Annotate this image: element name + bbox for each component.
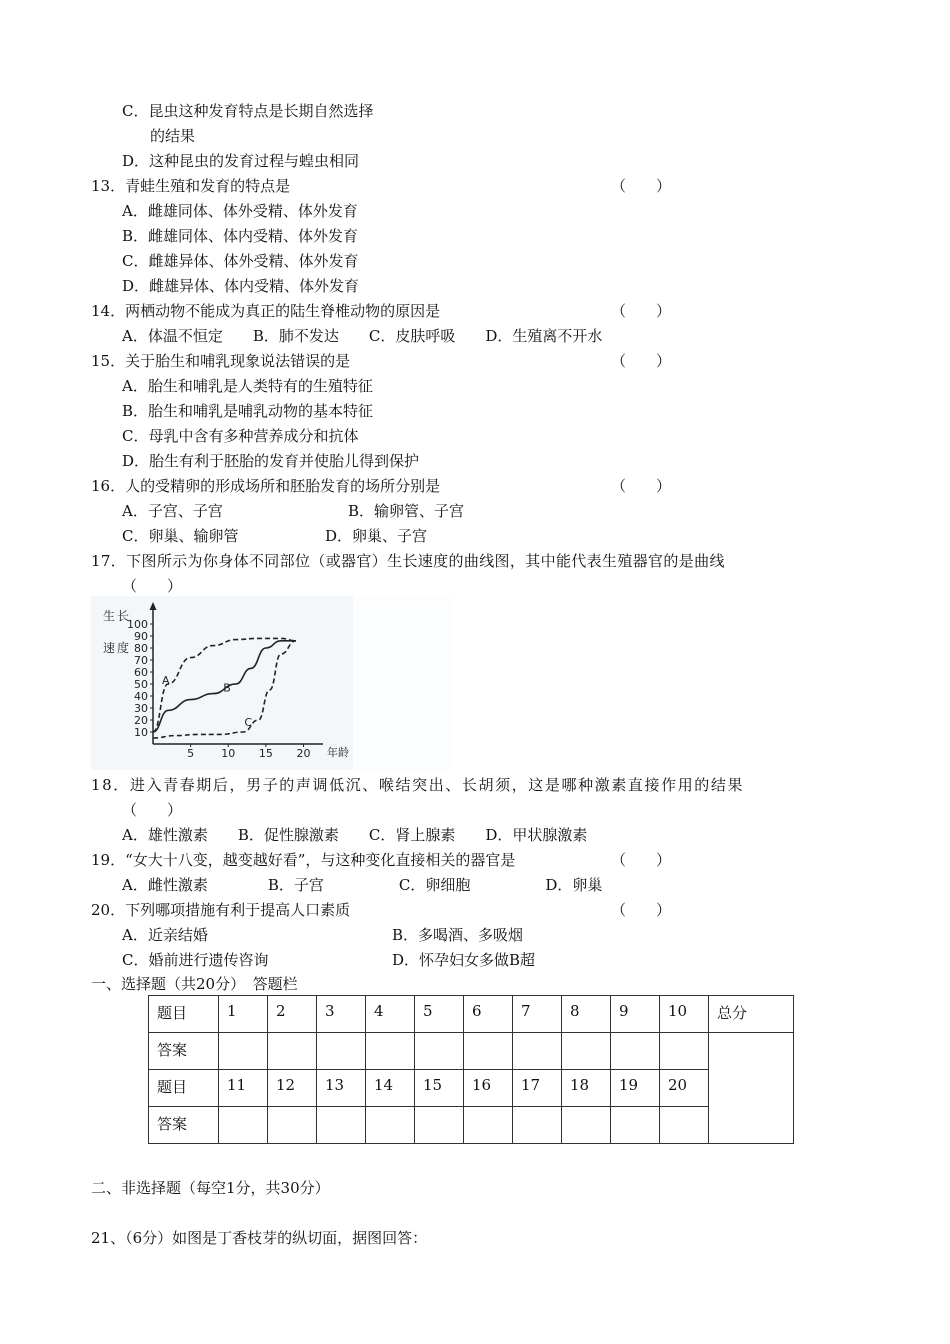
q19-stem: 19．“女大十八变，越变越好看”，与这种变化直接相关的器官是 [91, 851, 516, 869]
y-axis-label: 生 长 [103, 609, 130, 623]
q20-option-b: B．多喝酒、多吸烟 [392, 926, 524, 944]
q20-answer-paren: （ ） [611, 901, 672, 919]
answer-cell[interactable] [611, 1033, 660, 1070]
y-tick-label: 50 [134, 678, 148, 691]
table-row [149, 996, 794, 1033]
answer-cell[interactable] [562, 1107, 611, 1144]
q12-option-c-cont: 的结果 [150, 127, 196, 145]
y-tick-label: 60 [134, 666, 148, 679]
section1-title: 一、选择题（共20分） 答题栏 [91, 975, 298, 993]
y-tick-label: 40 [134, 690, 148, 703]
table-cell: 题目 [149, 996, 219, 1033]
q15-option-b: B．胎生和哺乳是哺乳动物的基本特征 [122, 402, 374, 420]
answer-table [148, 995, 794, 1144]
q16-answer-paren: （ ） [611, 477, 672, 495]
table-cell: 5 [415, 996, 464, 1033]
table-cell: 12 [268, 1070, 317, 1107]
table-cell: 7 [513, 996, 562, 1033]
q15-option-c: C．母乳中含有多种营养成分和抗体 [122, 427, 359, 445]
y-tick-label: 100 [127, 618, 148, 631]
answer-cell[interactable] [366, 1033, 415, 1070]
q12-option-d: D．这种昆虫的发育过程与蝗虫相同 [122, 152, 360, 170]
y-tick-label: 70 [134, 654, 148, 667]
table-cell: 17 [513, 1070, 562, 1107]
q13-stem: 13．青蛙生殖和发育的特点是 [91, 177, 291, 195]
x-tick-label: 5 [187, 747, 195, 760]
x-tick-label: 20 [296, 747, 311, 760]
y-tick-label: 90 [134, 630, 148, 643]
q15-option-d: D．胎生有利于胚胎的发育并使胎儿得到保护 [122, 452, 420, 470]
table-cell: 答案 [149, 1107, 219, 1144]
q14-options: A．体温不恒定 B．肺不发达 C．皮肤呼吸 D．生殖离不开水 [122, 327, 603, 345]
q15-stem: 15．关于胎生和哺乳现象说法错误的是 [91, 352, 351, 370]
table-cell: 13 [317, 1070, 366, 1107]
q14-stem: 14．两栖动物不能成为真正的陆生脊椎动物的原因是 [91, 302, 441, 320]
y-tick-label: 20 [134, 714, 148, 727]
table-cell: 18 [562, 1070, 611, 1107]
answer-cell[interactable] [562, 1033, 611, 1070]
q13-option-b: B．雌雄同体、体内受精、体外发育 [122, 227, 359, 245]
q18-stem: 18．进入青春期后，男子的声调低沉、喉结突出、长胡须，这是哪种激素直接作用的结果 [91, 776, 745, 794]
total-score-header: 总分 [709, 996, 794, 1033]
table-cell: 1 [219, 996, 268, 1033]
q17-stem: 17．下图所示为你身体不同部位（或器官）生长速度的曲线图，其中能代表生殖器官的是曲线 [91, 552, 725, 570]
table-row [149, 1033, 794, 1070]
answer-cell[interactable] [268, 1107, 317, 1144]
answer-cell[interactable] [660, 1107, 709, 1144]
q12-option-c: C．昆虫这种发育特点是长期自然选择 [122, 102, 374, 120]
answer-cell[interactable] [415, 1107, 464, 1144]
q21-stem: 21、（6分）如图是丁香枝芽的纵切面，据图回答： [91, 1229, 428, 1247]
q18-answer-paren: （ ） [122, 801, 183, 819]
table-row [149, 1070, 794, 1107]
q20-option-c: C．婚前进行遗传咨询 [122, 951, 269, 969]
q19-answer-paren: （ ） [611, 851, 672, 869]
answer-cell[interactable] [415, 1033, 464, 1070]
answer-cell[interactable] [219, 1107, 268, 1144]
q16-stem: 16．人的受精卵的形成场所和胚胎发育的场所分别是 [91, 477, 441, 495]
q15-option-a: A．胎生和哺乳是人类特有的生殖特征 [122, 377, 373, 395]
answer-cell[interactable] [317, 1033, 366, 1070]
x-axis-label: 年龄 [327, 746, 349, 759]
table-cell: 10 [660, 996, 709, 1033]
q19-options: A．雌性激素 B．子宫 C．卵细胞 D．卵巢 [122, 876, 603, 894]
table-cell: 11 [219, 1070, 268, 1107]
x-tick-label: 15 [258, 747, 273, 760]
table-cell: 答案 [149, 1033, 219, 1070]
q13-answer-paren: （ ） [611, 177, 672, 195]
answer-cell[interactable] [660, 1033, 709, 1070]
table-cell: 6 [464, 996, 513, 1033]
y-tick-label: 80 [134, 642, 148, 655]
answer-cell[interactable] [611, 1107, 660, 1144]
table-cell: 题目 [149, 1070, 219, 1107]
table-cell: 15 [415, 1070, 464, 1107]
table-cell: 2 [268, 996, 317, 1033]
answer-cell[interactable] [513, 1033, 562, 1070]
q16-option-b: B．输卵管、子宫 [348, 502, 465, 520]
chart-right-panel [353, 596, 451, 770]
answer-cell[interactable] [366, 1107, 415, 1144]
answer-cell[interactable] [464, 1033, 513, 1070]
q13-option-d: D．雌雄异体、体内受精、体外发育 [122, 277, 360, 295]
q18-options: A．雄性激素 B．促性腺激素 C．肾上腺素 D．甲状腺激素 [122, 826, 588, 844]
q13-option-c: C．雌雄异体、体外受精、体外发育 [122, 252, 359, 270]
curve-label-a: A [162, 674, 170, 687]
q20-option-a: A．近亲结婚 [122, 926, 208, 944]
y-tick-label: 30 [134, 702, 148, 715]
answer-cell[interactable] [219, 1033, 268, 1070]
answer-cell[interactable] [513, 1107, 562, 1144]
section2-title: 二、非选择题（每空1分，共30分） [91, 1179, 330, 1197]
curve-label-b: B [223, 681, 231, 695]
table-cell: 4 [366, 996, 415, 1033]
answer-cell[interactable] [464, 1107, 513, 1144]
q13-option-a: A．雌雄同体、体外受精、体外发育 [122, 202, 358, 220]
q14-answer-paren: （ ） [611, 302, 672, 320]
q16-option-a: A．子宫、子宫 [122, 502, 223, 520]
table-cell: 19 [611, 1070, 660, 1107]
curve-label-c: C [244, 716, 253, 729]
growth-rate-chart [91, 596, 451, 770]
table-cell: 3 [317, 996, 366, 1033]
table-cell: 16 [464, 1070, 513, 1107]
q17-answer-paren: （ ） [122, 577, 183, 595]
answer-cell[interactable] [268, 1033, 317, 1070]
q16-option-c: C．卵巢、输卵管 [122, 527, 239, 545]
y-axis-label-2: 速 度 [103, 641, 130, 655]
q20-option-d: D．怀孕妇女多做B超 [392, 951, 536, 969]
table-row [149, 1107, 794, 1144]
total-score-cell[interactable] [709, 1033, 794, 1144]
q16-option-d: D．卵巢、子宫 [325, 527, 428, 545]
table-cell: 14 [366, 1070, 415, 1107]
table-cell: 8 [562, 996, 611, 1033]
q15-answer-paren: （ ） [611, 352, 672, 370]
table-cell: 20 [660, 1070, 709, 1107]
x-tick-label: 10 [221, 747, 236, 760]
y-tick-label: 10 [134, 726, 148, 739]
answer-cell[interactable] [317, 1107, 366, 1144]
q20-stem: 20．下列哪项措施有利于提高人口素质 [91, 901, 351, 919]
table-cell: 9 [611, 996, 660, 1033]
